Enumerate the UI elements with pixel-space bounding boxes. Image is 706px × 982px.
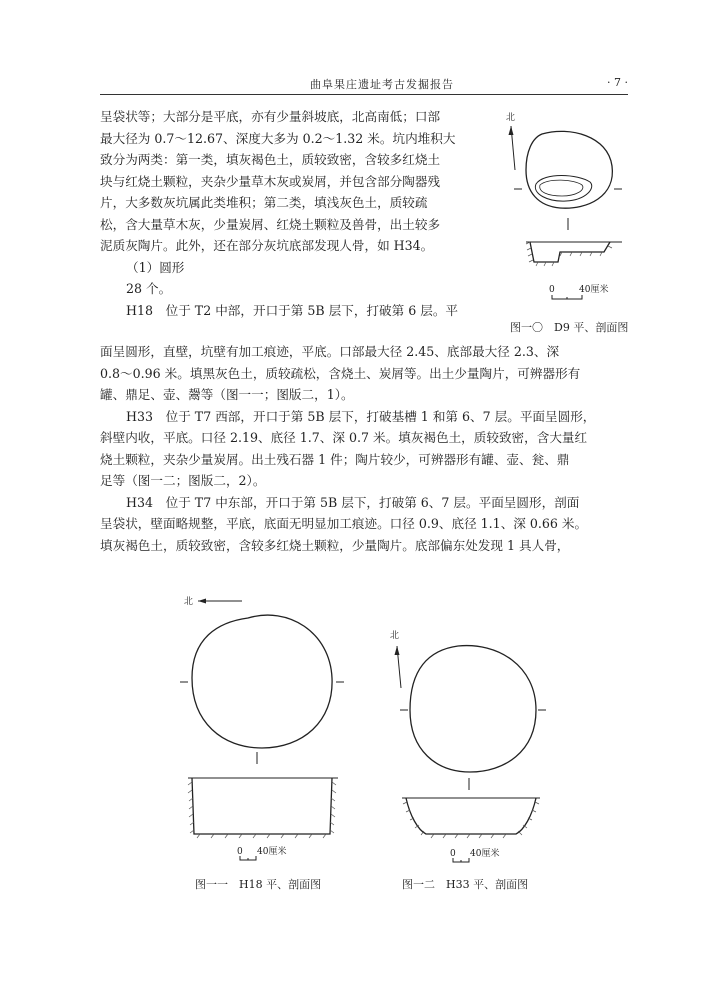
scale-label: 40厘米 bbox=[257, 847, 287, 857]
text-line: 块与红烧土颗粒，夹杂少量草木灰或炭屑，并包含部分陶器残 bbox=[100, 173, 441, 189]
section-profile bbox=[188, 778, 338, 838]
text-line: 最大径为 0.7～12.67、深度大多为 0.2～1.32 米。坑内堆积大 bbox=[100, 130, 456, 146]
scale-zero: 0 bbox=[450, 849, 456, 859]
north-arrow bbox=[184, 595, 242, 607]
page-number: · 7 · bbox=[607, 76, 628, 89]
text-line: H18 位于 T2 中部，开口于第 5B 层下，打破第 6 层。平 bbox=[126, 302, 459, 318]
scale-label: 40厘米 bbox=[579, 285, 609, 295]
scale-bar bbox=[237, 845, 286, 860]
plan-outline bbox=[400, 646, 546, 772]
text-line: 致分为两类：第一类，填灰褐色土，质较致密，含较多红烧土 bbox=[100, 152, 441, 167]
text-line: 足等（图一二；图版二，2）。 bbox=[100, 473, 266, 488]
north-arrow bbox=[506, 111, 515, 170]
scale-zero: 0 bbox=[549, 285, 555, 295]
scale-zero: 0 bbox=[237, 847, 243, 857]
text-line: 松，含大量草木灰，少量炭屑、红烧土颗粒及兽骨，出土较多 bbox=[100, 216, 441, 232]
paragraph-h18-h33-h34 bbox=[100, 341, 630, 556]
running-title: 曲阜果庄遗址考古发掘报告 bbox=[310, 78, 454, 91]
text-line: 呈袋状，壁面略规整，平底，底面无明显加工痕迹。口径 0.9、底径 1.1、深 0.66 米。 bbox=[100, 516, 588, 531]
north-label: 北 bbox=[390, 631, 400, 641]
figure-d9-drawing bbox=[500, 108, 630, 308]
text-line: 烧土颗粒，夹杂少量炭屑。出土残石器 1 件；陶片较少，可辨器形有罐、壶、瓮、鼎 bbox=[100, 451, 570, 467]
text-line: H34 位于 T7 中东部，开口于第 5B 层下，打破第 6、7 层。平面呈圆形，剖面 bbox=[126, 494, 580, 510]
section-profile bbox=[402, 798, 540, 838]
running-head bbox=[100, 76, 628, 95]
scale-bar bbox=[450, 847, 499, 862]
text-line: 呈袋状等；大部分是平底，亦有少量斜坡底，北高南低；口部 bbox=[100, 109, 441, 124]
text-line: 泥质灰陶片。此外，还在部分灰坑底部发现人骨，如 H34。 bbox=[100, 238, 434, 253]
plan-outline bbox=[180, 615, 344, 748]
north-label: 北 bbox=[506, 113, 516, 123]
text-line: 片，大多数灰坑属此类堆积；第二类，填浅灰色土，质较疏 bbox=[100, 195, 428, 210]
text-line: 罐、鼎足、壶、鬶等（图一一；图版二，1）。 bbox=[100, 387, 354, 402]
paragraph-pit-overview bbox=[100, 106, 493, 321]
figure-h18-caption: 图一一 H18 平、剖面图 bbox=[195, 878, 322, 891]
north-arrow bbox=[390, 629, 401, 688]
figure-h33-caption: 图一二 H33 平、剖面图 bbox=[402, 878, 529, 891]
plan-outline bbox=[514, 131, 622, 208]
scale-label: 40厘米 bbox=[470, 849, 500, 859]
figure-d9-caption: 图一〇 D9 平、剖面图 bbox=[510, 321, 629, 334]
section-profile bbox=[526, 242, 622, 266]
figure-h18-drawing bbox=[180, 592, 350, 870]
text-line: 填灰褐色土，质较致密，含较多红烧土颗粒，少量陶片。底部偏东处发现 1 具人骨， bbox=[100, 537, 570, 553]
text-line: H33 位于 T7 西部，开口于第 5B 层下，打破基槽 1 和第 6、7 层。平面呈圆形， bbox=[126, 408, 596, 424]
text-line: 0.8～0.96 米。填黑灰色土，质较疏松，含烧土、炭屑等。出土少量陶片，可辨器形有 bbox=[100, 365, 581, 381]
text-line: 斜壁内收，平底。口径 2.19、底径 1.7、深 0.7 米。填灰褐色土，质较致密，含大量红 bbox=[100, 430, 588, 445]
count-text: 28 个。 bbox=[126, 281, 172, 296]
scale-bar bbox=[549, 283, 608, 299]
north-label: 北 bbox=[184, 597, 194, 607]
figure-h33-drawing bbox=[386, 626, 556, 870]
section-heading-round: （1）圆形 bbox=[126, 259, 185, 275]
text-line: 面呈圆形，直壁，坑壁有加工痕迹，平底。口部最大径 2.45、底部最大径 2.3、深 bbox=[100, 344, 560, 359]
